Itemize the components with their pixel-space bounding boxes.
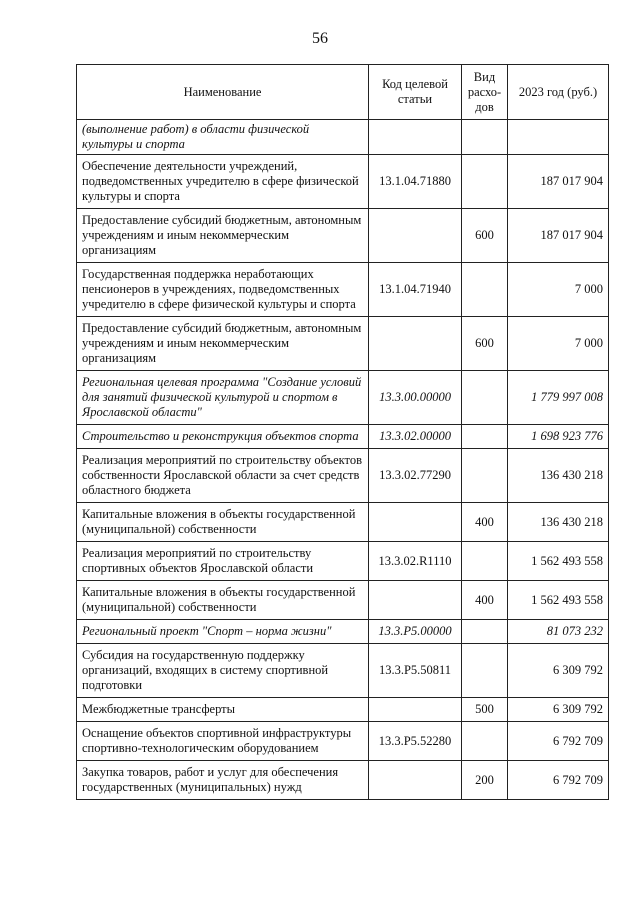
cell-name: Закупка товаров, работ и услуг для обеспечения государственных (муниципальных) нужд [77,761,369,800]
table-row [77,503,609,542]
cell-name: Обеспечение деятельности учреждений, подведомственных учредителю в сфере физической культуры и спорта [77,155,369,209]
cell-code: 13.1.04.71940 [369,263,462,317]
cell-name: Реализация мероприятий по строительству объектов собственности Ярославской области за счет средств областного бюджета [77,449,369,503]
cell-code: 13.3.02.R1110 [369,542,462,581]
cell-vid: 600 [462,317,508,371]
table-row [77,371,609,425]
cell-code [369,761,462,800]
table-row [77,620,609,644]
budget-table [76,64,609,800]
header-code: Код целевой статьи [369,65,462,120]
cell-name: Предоставление субсидий бюджетным, автономным учреждениям и иным некоммерческим организациям [77,209,369,263]
table-row [77,644,609,698]
cell-code: 13.3.P5.00000 [369,620,462,644]
cell-vid [462,263,508,317]
table-row [77,155,609,209]
cell-name: Предоставление субсидий бюджетным, автономным учреждениям и иным некоммерческим организациям [77,317,369,371]
cell-amount: 6 792 709 [508,722,609,761]
cell-amount: 1 779 997 008 [508,371,609,425]
cell-name: Реализация мероприятий по строительству спортивных объектов Ярославской области [77,542,369,581]
cell-name: Капитальные вложения в объекты государственной (муниципальной) собственности [77,503,369,542]
cell-amount: 6 309 792 [508,644,609,698]
table-row [77,425,609,449]
cell-vid [462,644,508,698]
cell-code: 13.3.P5.50811 [369,644,462,698]
header-name: Наименование [77,65,369,120]
cell-amount: 1 562 493 558 [508,581,609,620]
cell-vid: 400 [462,503,508,542]
cell-code: 13.3.02.77290 [369,449,462,503]
cell-vid [462,155,508,209]
cell-code: 13.3.P5.52280 [369,722,462,761]
table-row [77,263,609,317]
cell-code [369,120,462,155]
table-row [77,761,609,800]
cell-amount: 136 430 218 [508,449,609,503]
cell-code [369,503,462,542]
header-amount: 2023 год (руб.) [508,65,609,120]
cell-code [369,698,462,722]
table-row [77,209,609,263]
cell-amount: 6 309 792 [508,698,609,722]
cell-vid: 500 [462,698,508,722]
cell-vid [462,425,508,449]
cell-vid: 600 [462,209,508,263]
cell-name: Региональный проект "Спорт – норма жизни" [77,620,369,644]
cell-name: Строительство и реконструкция объектов спорта [77,425,369,449]
cell-amount: 1 698 923 776 [508,425,609,449]
cell-vid [462,722,508,761]
cell-code [369,317,462,371]
cell-name: Субсидия на государственную поддержку организаций, входящих в систему спортивной подготовки [77,644,369,698]
table-row [77,317,609,371]
table-row [77,698,609,722]
cell-vid: 400 [462,581,508,620]
table-row [77,542,609,581]
cell-vid [462,120,508,155]
cell-amount: 136 430 218 [508,503,609,542]
cell-code: 13.1.04.71880 [369,155,462,209]
cell-amount: 81 073 232 [508,620,609,644]
table-row [77,120,609,155]
cell-amount: 7 000 [508,263,609,317]
cell-amount: 6 792 709 [508,761,609,800]
cell-amount: 7 000 [508,317,609,371]
cell-amount: 187 017 904 [508,209,609,263]
cell-vid [462,542,508,581]
table-row [77,449,609,503]
cell-amount [508,120,609,155]
table-header-row [77,65,609,120]
cell-name: Межбюджетные трансферты [77,698,369,722]
cell-code [369,209,462,263]
table-body [77,120,609,800]
cell-vid [462,449,508,503]
table-row [77,722,609,761]
cell-name: Региональная целевая программа "Создание условий для занятий физической культурой и спортом в Ярославской области" [77,371,369,425]
header-vid: Вид расхо-дов [462,65,508,120]
cell-name: (выполнение работ) в области физической культуры и спорта [77,120,369,155]
cell-name: Оснащение объектов спортивной инфраструктуры спортивно-технологическим оборудованием [77,722,369,761]
page-number: 56 [312,30,328,47]
cell-code [369,581,462,620]
cell-name: Государственная поддержка неработающих пенсионеров в учреждениях, подведомственных учредителю в сфере физической культуры и спорта [77,263,369,317]
cell-vid [462,620,508,644]
cell-code: 13.3.00.00000 [369,371,462,425]
cell-amount: 1 562 493 558 [508,542,609,581]
cell-name: Капитальные вложения в объекты государственной (муниципальной) собственности [77,581,369,620]
table-row [77,581,609,620]
cell-vid: 200 [462,761,508,800]
cell-vid [462,371,508,425]
cell-amount: 187 017 904 [508,155,609,209]
cell-code: 13.3.02.00000 [369,425,462,449]
